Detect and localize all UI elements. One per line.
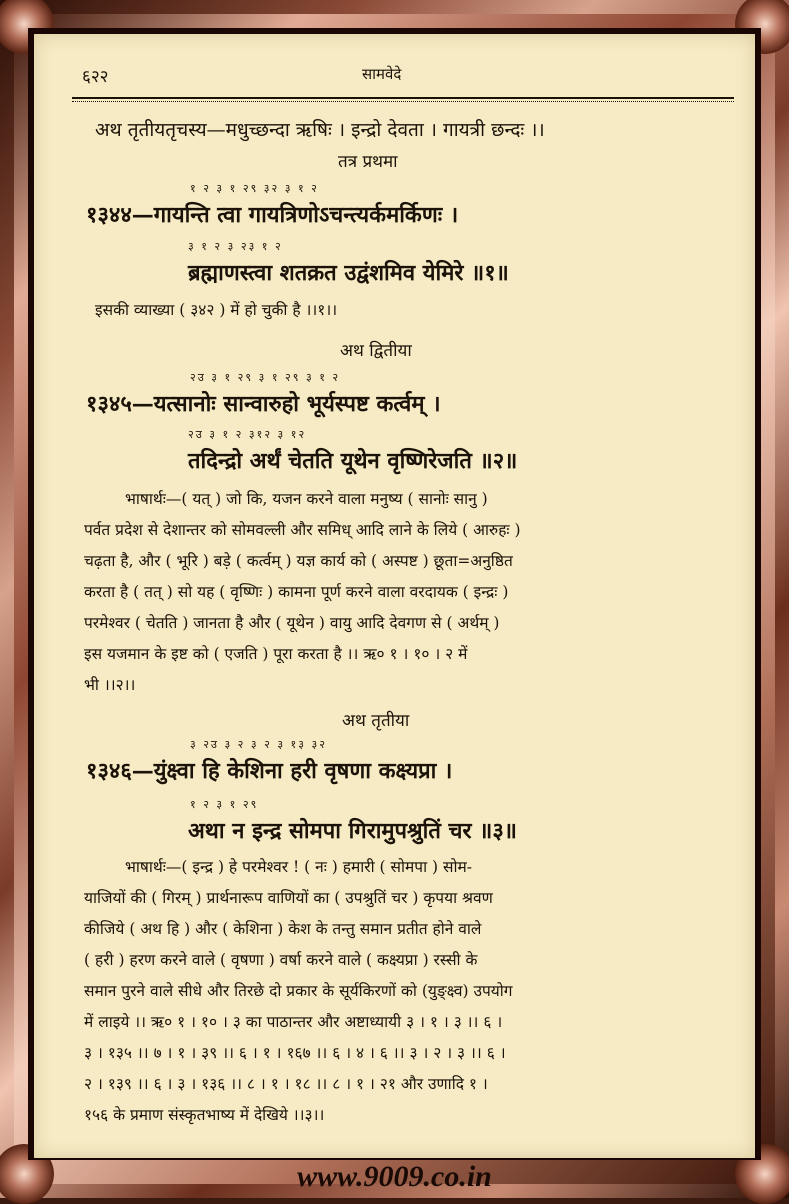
- verse-line: १३४६—युंक्ष्वा हि केशिना हरी वृषणा कक्ष्यप्रा ।: [86, 758, 453, 784]
- accent-marks: १ २ ३ १ २९: [190, 798, 259, 811]
- commentary-line: करता है ( तत् ) सो यह ( वृष्णिः ) कामना पूर्ण करने वाला वरदायक ( इन्द्रः ): [84, 583, 509, 601]
- commentary-line: भाषार्थः—( यत् ) जो कि, यजन करने वाला मनुष्य ( सानोः सानु ): [125, 490, 488, 508]
- accent-marks: २उ ३ १ २ ३१२ ३ १२: [188, 428, 307, 441]
- website-watermark: www.9009.co.in: [297, 1160, 492, 1193]
- commentary-line: पर्वत प्रदेश से देशान्तर को सोमवल्ली और समिध् आदि लाने के लिये ( आरुहः ): [84, 521, 521, 539]
- commentary-line: चढ़ता है, और ( भूरि ) बड़े ( कर्त्वम् ) यज्ञ कार्य को ( अस्पष्ट ) छूता=अनुष्ठित: [84, 552, 513, 570]
- verse-heading: अथ द्वितीया: [340, 341, 412, 361]
- commentary-line: कीजिये ( अथ हि ) और ( केशिना ) केश के तन्तु समान प्रतीत होने वाले: [84, 920, 482, 938]
- commentary-line: भी ।।२।।: [84, 676, 136, 694]
- verse-line: अथा न इन्द्र सोमपा गिरामुपश्रुतिं चर ॥३॥: [188, 818, 517, 844]
- commentary-line: में लाइये ।। ऋ० १ । १० । ३ का पाठान्तर और अष्टाध्यायी ३ । १ । ३ ।। ६ ।: [84, 1013, 503, 1031]
- commentary-line: १५६ के प्रमाण संस्कृतभाष्य में देखिये ।।३।।: [84, 1106, 325, 1124]
- verse-line: १३४४—गायन्ति त्वा गायत्रिणोऽचन्त्यर्कमर्किणः ।: [86, 202, 459, 228]
- commentary-note: इसकी व्याख्या ( ३४२ ) में हो चुकी है ।।१।।: [95, 301, 338, 319]
- page-title: सामवेदे: [362, 65, 402, 83]
- verse-line: ब्रह्माणस्त्वा शतक्रत उद्वंशमिव येमिरे ॥१॥: [188, 260, 509, 286]
- header-rule-dotted: [72, 101, 734, 102]
- accent-marks: १ २ ३ १ २९ ३२ ३ १ २: [190, 182, 319, 195]
- verse-heading: अथ तृतीया: [342, 711, 410, 731]
- accent-marks: ३ २उ ३ २ ३ २ ३ १३ ३२: [190, 738, 327, 751]
- commentary-line: ३ । १३५ ।। ७ । १ । ३९ ।। ६ । १ । १६७ ।। ६ । ४ । ६ ।। ३ । २ । ३ ।। ६ ।: [84, 1044, 506, 1062]
- commentary-line: इस यजमान के इष्ट को ( एजति ) पूरा करता है ।। ऋ० १ । १० । २ में: [84, 645, 468, 663]
- section-subheading: तत्र प्रथमा: [338, 152, 398, 172]
- page-number: ६२२: [82, 67, 109, 87]
- commentary-line: परमेश्वर ( चेतति ) जानता है और ( यूथेन ) वायु आदि देवगण से ( अर्थम् ): [84, 614, 500, 632]
- commentary-line: याजियों की ( गिरम् ) प्रार्थनारूप वाणियों का ( उपश्रुतिं चर ) कृपया श्रवण: [84, 889, 493, 907]
- accent-marks: ३ १ २ ३ २३ १ २: [188, 240, 283, 253]
- header-rule: [72, 97, 734, 99]
- commentary-line: ( हरी ) हरण करने वाले ( वृषणा ) वर्षा करने वाले ( कक्ष्यप्रा ) रस्सी के: [84, 951, 478, 969]
- section-intro: अथ तृतीयतृचस्य—मधुच्छन्दा ऋषिः । इन्द्रो देवता । गायत्री छन्दः ।।: [95, 119, 545, 141]
- commentary-line: समान पुरने वाले सीधे और तिरछे दो प्रकार के सूर्यकिरणों को (युङ्क्ष्व) उपयोग: [84, 982, 513, 1000]
- commentary-line: भाषार्थः—( इन्द्र ) हे परमेश्वर ! ( नः ) हमारी ( सोमपा ) सोम-: [125, 858, 472, 876]
- verse-line: तदिन्द्रो अर्थं चेतति यूथेन वृष्णिरेजति ॥२॥: [188, 448, 518, 474]
- verse-line: १३४५—यत्सानोः सान्वारुहो भूर्यस्पष्ट कर्त्वम् ।: [86, 391, 441, 417]
- commentary-line: २ । १३९ ।। ६ । ३ । १३६ ।। ८ । १ । १८ ।। ८ । १ । २१ और उणादि १ ।: [84, 1075, 488, 1093]
- accent-marks: २उ ३ १ २९ ३ १ २९ ३ १ २: [190, 371, 341, 384]
